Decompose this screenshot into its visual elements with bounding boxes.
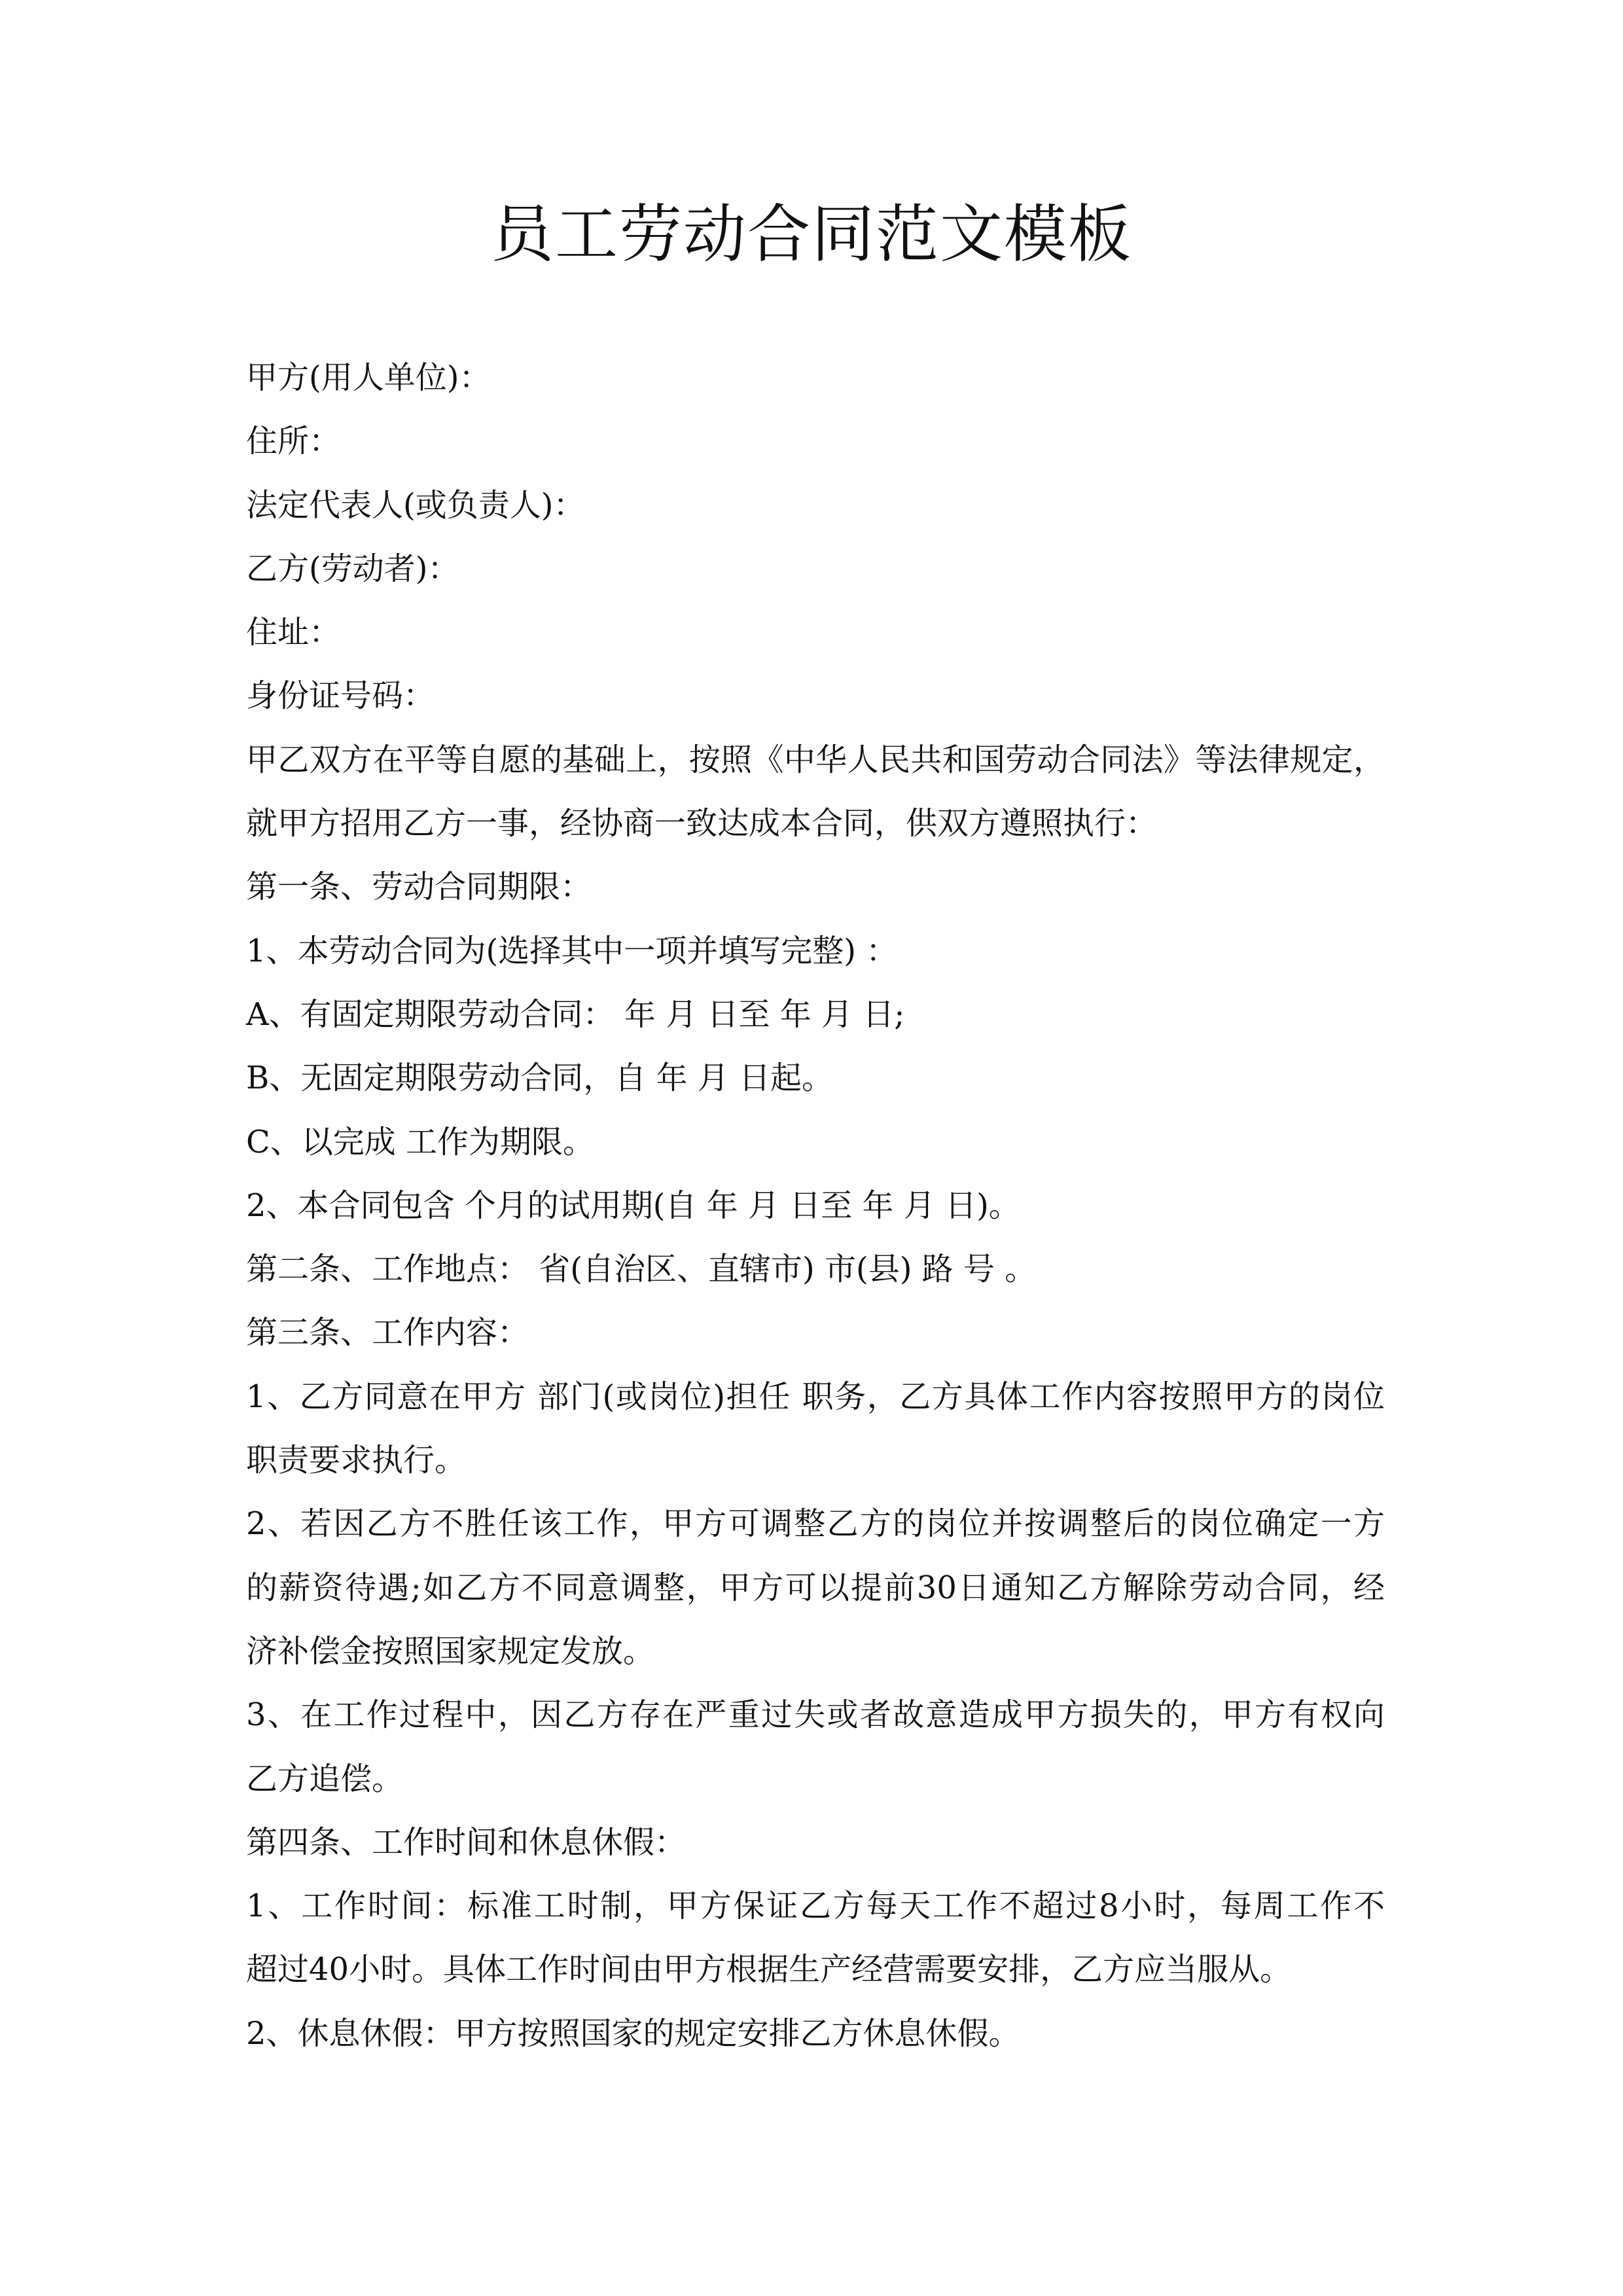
article-1-clause-2: 2、本合同包含 个月的试用期(自 年 月 日至 年 月 日)。 [246,1187,1020,1224]
article-4-clause-1-line-2: 超过40小时。具体工作时间由甲方根据生产经营需要安排，乙方应当服从。 [246,1951,1292,1988]
article-2-heading: 第二条、工作地点： 省(自治区、直辖市) 市(县) 路 号 。 [246,1251,1037,1288]
document-title: 员工劳动合同范文模板 [491,198,1132,271]
party-b-address-label: 住址： [246,614,341,651]
legal-representative-label: 法定代表人(或负责人)： [246,486,585,524]
article-1-heading: 第一条、劳动合同期限： [246,869,592,906]
article-3-clause-3-line-2: 乙方追偿。 [246,1760,404,1797]
party-a-address-label: 住所： [246,423,341,460]
party-b-label: 乙方(劳动者)： [246,550,459,587]
article-3-clause-2-line-2: 的薪资待遇;如乙方不同意调整，甲方可以提前30日通知乙方解除劳动合同，经 [246,1569,1385,1606]
article-1-option-b: B、无固定期限劳动合同，自 年 月 日起。 [246,1060,834,1097]
document-body [246,346,1385,2066]
article-4-clause-2: 2、休息休假：甲方按照国家的规定安排乙方休息休假。 [246,2015,1020,2052]
preamble-line-2: 就甲方招用乙方一事，经协商一致达成本合同，供双方遵照执行： [246,805,1158,842]
article-3-clause-1-line-2: 职责要求执行。 [246,1442,467,1479]
article-3-clause-3-line-1: 3、在工作过程中，因乙方存在严重过失或者故意造成甲方损失的，甲方有权向 [246,1696,1385,1734]
article-3-clause-2-line-1: 2、若因乙方不胜任该工作，甲方可调整乙方的岗位并按调整后的岗位确定一方 [246,1505,1385,1543]
article-3-heading: 第三条、工作内容： [246,1314,529,1352]
article-4-heading: 第四条、工作时间和休息休假： [246,1823,687,1861]
party-a-label: 甲方(用人单位)： [246,359,491,396]
article-3-clause-2-line-3: 济补偿金按照国家规定发放。 [246,1632,655,1670]
id-number-label: 身份证号码： [246,677,435,715]
article-1-clause-1: 1、本劳动合同为(选择其中一项并填写完整) ： [246,932,898,969]
article-4-clause-1-line-1: 1、工作时间：标准工时制，甲方保证乙方每天工作不超过8小时，每周工作不 [246,1888,1385,1925]
article-1-option-c: C、以完成 工作为期限。 [246,1123,594,1160]
article-1-option-a: A、有固定期限劳动合同： 年 月 日至 年 月 日; [246,996,905,1033]
article-3-clause-1-line-1: 1、乙方同意在甲方 部门(或岗位)担任 职务，乙方具体工作内容按照甲方的岗位 [246,1378,1385,1415]
preamble-line-1: 甲乙双方在平等自愿的基础上，按照《中华人民共和国劳动合同法》等法律规定， [246,741,1385,778]
